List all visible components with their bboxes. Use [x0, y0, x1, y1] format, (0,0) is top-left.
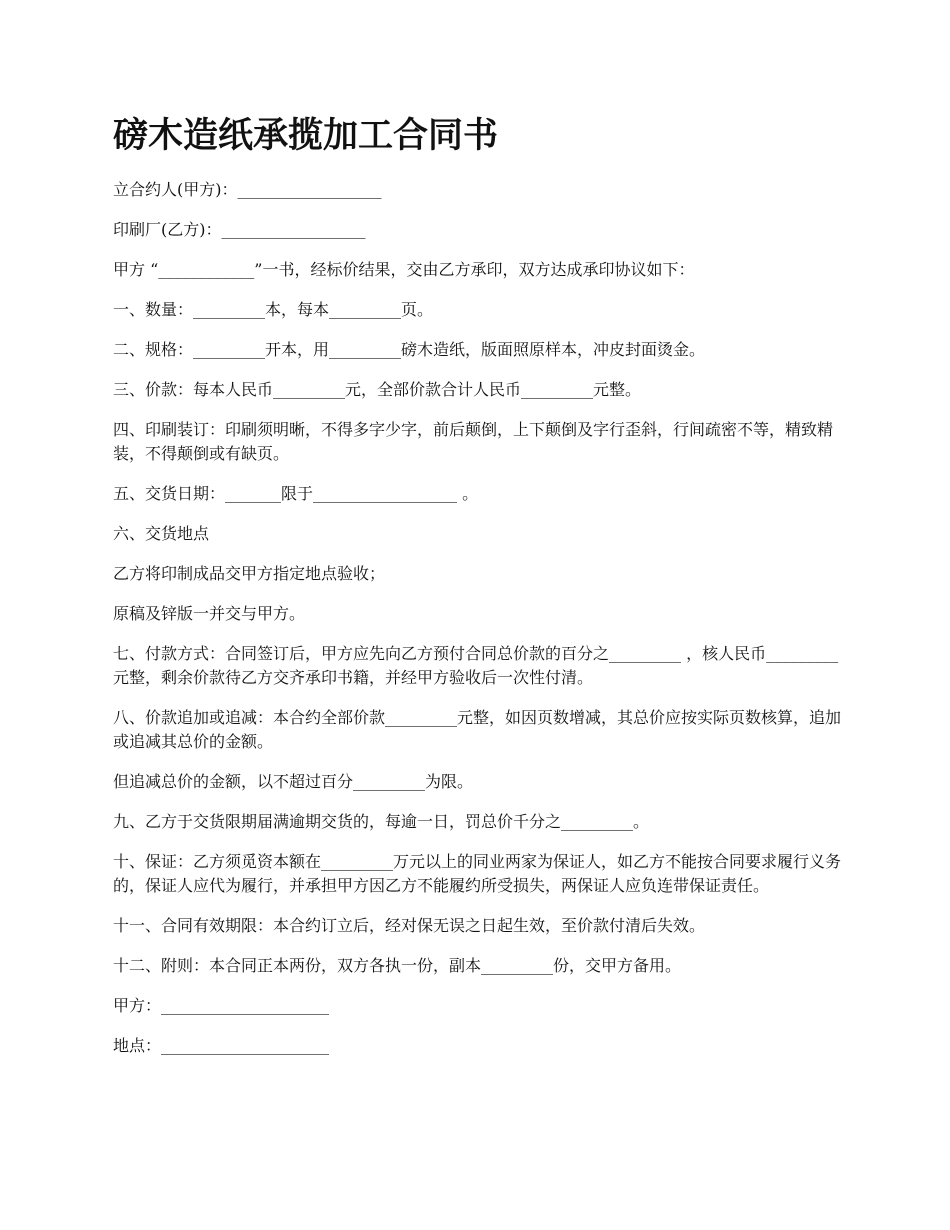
clause-payment: 七、付款方式：合同签订后，甲方应先向乙方预付合同总价款的百分之_________ ，核人民币_________元整，剩余价款待乙方交齐承印书籍，并经甲方验收后一次性付清。	[113, 644, 839, 687]
clause-price: 三、价款：每本人民币_________元，全部价款合计人民币_________元整。	[113, 380, 642, 399]
party-b-line: 印刷厂(乙方)：__________________	[113, 220, 366, 239]
signature-location: 地点：_____________________	[113, 1036, 330, 1055]
clause-printing-binding: 四、印刷装订：印刷须明晰，不得多字少字，前后颠倒，上下颠倒及字行歪斜，行间疏密不等，精致精装，不得颠倒或有缺页。	[113, 420, 834, 463]
clause-appendix: 十二、附则：本合同正本两份，双方各执一份，副本_________份，交甲方备用。	[113, 956, 682, 975]
clause-late-penalty: 九、乙方于交货限期届满逾期交货的，每逾一日，罚总价千分之_________。	[113, 812, 650, 831]
clause-quantity: 一、数量：_________本，每本_________页。	[113, 300, 434, 319]
clause-price-adjustment: 八、价款追加或追减：本合约全部价款_________元整，如因页数增减，其总价应按实际页数核算，追加或追减其总价的金额。	[113, 708, 842, 751]
clause-guarantee: 十、保证：乙方须觅资本额在_________万元以上的同业两家为保证人，如乙方不能按合同要求履行义务的，保证人应代为履行，并承担甲方因乙方不能履约所受损失，两保证人应负连带保证责任。	[113, 852, 842, 895]
delivery-detail-2: 原稿及锌版一并交与甲方。	[113, 604, 306, 623]
clause-validity: 十一、合同有效期限：本合约订立后，经对保无误之日起生效，至价款付清后失效。	[113, 916, 706, 935]
intro-paragraph: 甲方 “____________”一书，经标价结果，交由乙方承印，双方达成承印协议如下：	[113, 260, 695, 279]
clause-specification: 二、规格：_________开本，用_________磅木造纸，版面照原样本，冲皮封面烫金。	[113, 340, 706, 359]
clause-delivery-date: 五、交货日期：_______限于__________________ 。	[113, 484, 479, 503]
price-adjustment-limit: 但追减总价的金额，以不超过百分_________为限。	[113, 772, 474, 791]
delivery-detail-1: 乙方将印制成品交甲方指定地点验收；	[113, 564, 386, 583]
clause-delivery-location: 六、交货地点	[113, 524, 210, 543]
signature-party-a: 甲方：_____________________	[113, 996, 330, 1015]
document-title: 磅木造纸承揽加工合同书	[113, 116, 499, 156]
contract-document	[113, 108, 843, 1074]
party-a-line: 立合约人(甲方)：__________________	[113, 180, 382, 199]
